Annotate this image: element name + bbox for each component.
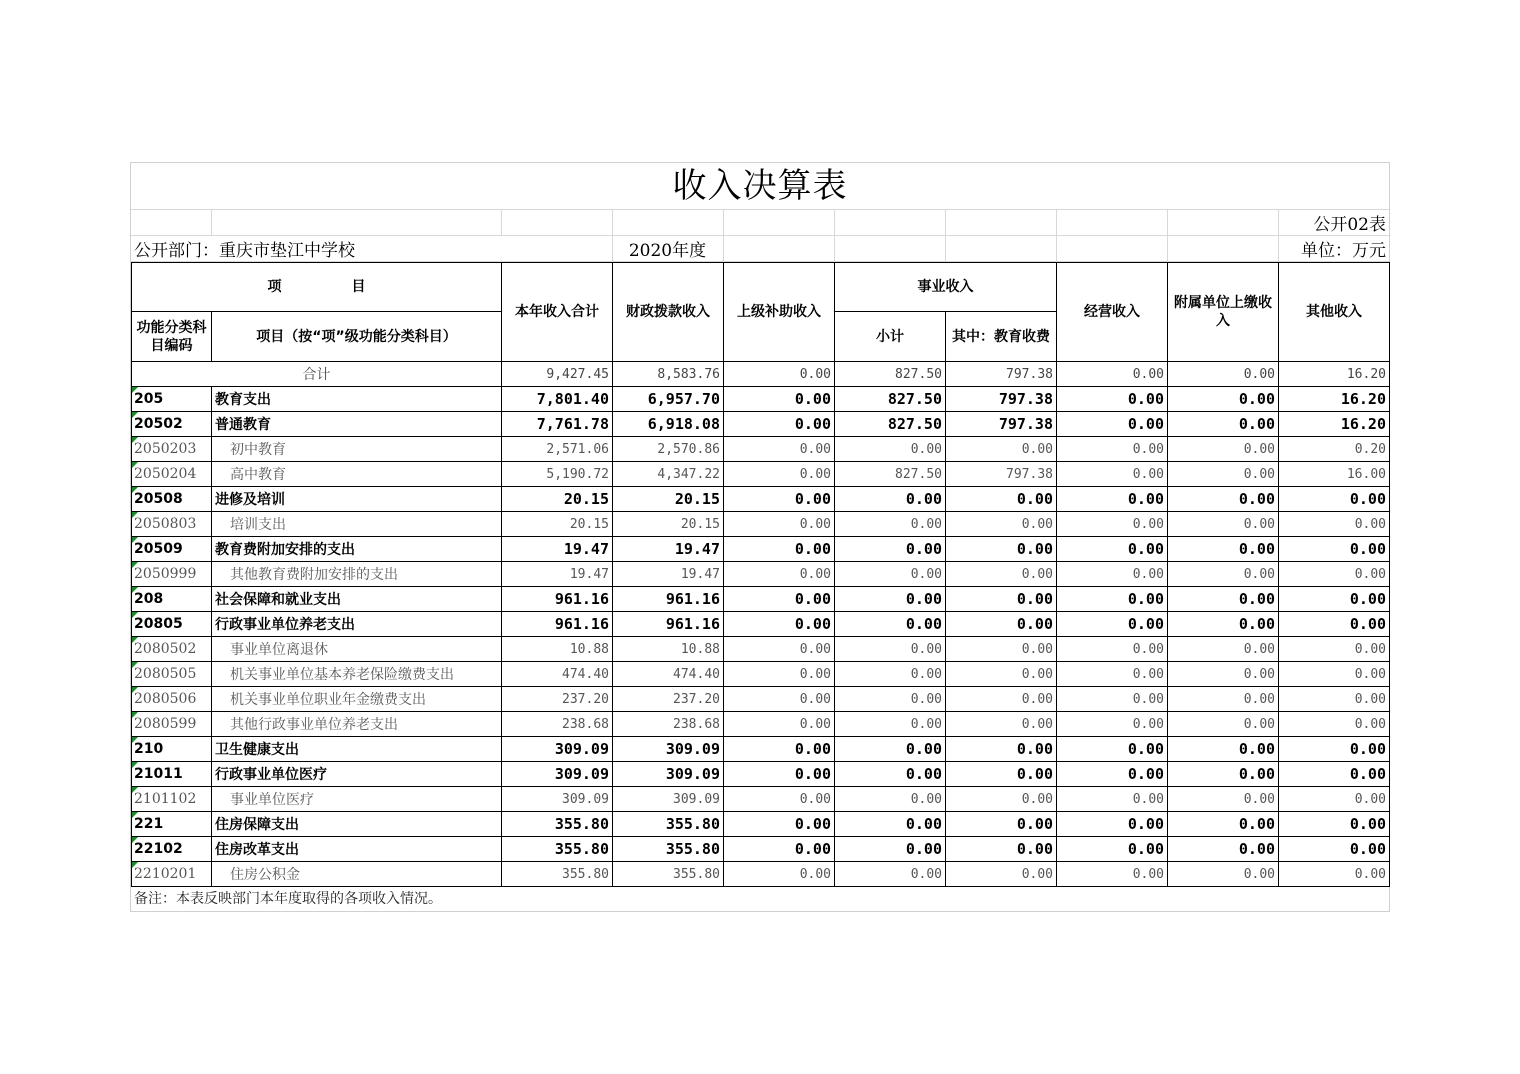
row-name: 教育支出 (212, 387, 502, 412)
total-cell: 9,427.45 (502, 362, 613, 387)
row-value: 0.00 (1168, 787, 1279, 812)
header-operating: 经营收入 (1057, 263, 1168, 362)
table-number: 公开02表 (1278, 210, 1389, 236)
row-code: 208 (132, 587, 212, 612)
header-code: 功能分类科目编码 (132, 312, 212, 362)
row-name: 住房保障支出 (212, 812, 502, 837)
row-value: 0.00 (724, 562, 835, 587)
table-row (132, 587, 1390, 612)
row-value: 0.00 (946, 737, 1057, 762)
row-value: 0.00 (1168, 462, 1279, 487)
row-name: 初中教育 (212, 437, 502, 462)
row-value: 797.38 (946, 412, 1057, 437)
row-value: 0.00 (724, 862, 835, 887)
row-value: 0.00 (946, 612, 1057, 637)
row-value: 309.09 (613, 762, 724, 787)
row-value: 0.00 (835, 862, 946, 887)
row-value: 0.00 (724, 812, 835, 837)
row-value: 0.00 (835, 537, 946, 562)
row-value: 355.80 (502, 862, 613, 887)
row-value: 0.00 (724, 787, 835, 812)
row-value: 0.00 (1279, 537, 1390, 562)
row-value: 0.00 (1279, 612, 1390, 637)
row-value: 0.00 (946, 662, 1057, 687)
row-value: 0.00 (1279, 662, 1390, 687)
page-title: 收入决算表 (131, 163, 1389, 210)
row-value: 0.00 (1168, 737, 1279, 762)
table-row (132, 487, 1390, 512)
total-cell: 0.00 (1057, 362, 1168, 387)
row-value: 0.00 (724, 612, 835, 637)
table-row (132, 562, 1390, 587)
row-value: 0.00 (946, 787, 1057, 812)
table-row (132, 462, 1390, 487)
row-name: 高中教育 (212, 462, 502, 487)
row-value: 20.15 (613, 512, 724, 537)
header-fiscal: 财政拨款收入 (613, 263, 724, 362)
table-row (132, 862, 1390, 887)
row-value: 355.80 (502, 837, 613, 862)
row-value: 20.15 (502, 512, 613, 537)
row-name: 机关事业单位基本养老保险缴费支出 (212, 662, 502, 687)
row-value: 0.00 (835, 787, 946, 812)
row-code: 210 (132, 737, 212, 762)
row-value: 0.00 (946, 587, 1057, 612)
row-value: 0.00 (1279, 862, 1390, 887)
row-value: 309.09 (502, 787, 613, 812)
row-value: 0.00 (946, 712, 1057, 737)
row-value: 16.00 (1279, 462, 1390, 487)
row-value: 0.00 (724, 412, 835, 437)
row-value: 0.00 (1057, 612, 1168, 637)
row-value: 0.00 (1057, 787, 1168, 812)
row-value: 0.00 (1168, 837, 1279, 862)
row-value: 0.00 (1057, 862, 1168, 887)
table-row (132, 412, 1390, 437)
row-value: 0.00 (1168, 387, 1279, 412)
row-value: 474.40 (613, 662, 724, 687)
row-value: 2,571.06 (502, 437, 613, 462)
row-name: 行政事业单位医疗 (212, 762, 502, 787)
row-value: 961.16 (502, 587, 613, 612)
header-other: 其他收入 (1279, 263, 1390, 362)
row-value: 0.00 (1168, 812, 1279, 837)
row-value: 0.00 (1057, 737, 1168, 762)
row-value: 16.20 (1279, 412, 1390, 437)
row-value: 0.00 (835, 812, 946, 837)
header-name: 项目（按“项”级功能分类科目） (212, 312, 502, 362)
table-row (132, 637, 1390, 662)
row-value: 0.00 (1168, 612, 1279, 637)
row-code: 20805 (132, 612, 212, 637)
row-code: 2080502 (132, 637, 212, 662)
row-value: 19.47 (613, 562, 724, 587)
row-value: 10.88 (613, 637, 724, 662)
row-value: 0.00 (1057, 462, 1168, 487)
total-cell: 797.38 (946, 362, 1057, 387)
row-value: 0.00 (724, 387, 835, 412)
row-value: 0.00 (946, 562, 1057, 587)
income-table (131, 262, 1390, 887)
header-superior: 上级补助收入 (724, 263, 835, 362)
row-value: 0.00 (724, 712, 835, 737)
row-value: 0.00 (1279, 737, 1390, 762)
row-name: 其他行政事业单位养老支出 (212, 712, 502, 737)
row-value: 355.80 (613, 812, 724, 837)
row-value: 797.38 (946, 387, 1057, 412)
table-row (132, 837, 1390, 862)
row-code: 2050203 (132, 437, 212, 462)
row-value: 0.00 (1168, 637, 1279, 662)
row-value: 0.00 (724, 837, 835, 862)
row-value: 0.00 (1057, 812, 1168, 837)
row-value: 827.50 (835, 462, 946, 487)
total-row (132, 362, 1390, 387)
row-value: 4,347.22 (613, 462, 724, 487)
row-value: 0.00 (1057, 537, 1168, 562)
row-value: 0.00 (1057, 562, 1168, 587)
row-value: 0.00 (1168, 662, 1279, 687)
row-value: 0.00 (1279, 787, 1390, 812)
row-value: 0.00 (835, 712, 946, 737)
row-value: 355.80 (502, 812, 613, 837)
row-name: 住房改革支出 (212, 837, 502, 862)
row-code: 2080505 (132, 662, 212, 687)
row-value: 10.88 (502, 637, 613, 662)
row-code: 2080599 (132, 712, 212, 737)
table-row (132, 537, 1390, 562)
row-code: 2050803 (132, 512, 212, 537)
row-value: 827.50 (835, 387, 946, 412)
row-name: 住房公积金 (212, 862, 502, 887)
row-code: 2050999 (132, 562, 212, 587)
row-value: 0.00 (724, 687, 835, 712)
row-value: 0.00 (835, 612, 946, 637)
row-code: 205 (132, 387, 212, 412)
row-value: 0.00 (1279, 762, 1390, 787)
row-value: 237.20 (502, 687, 613, 712)
row-value: 19.47 (502, 562, 613, 587)
row-value: 19.47 (613, 537, 724, 562)
table-row (132, 812, 1390, 837)
row-value: 0.00 (1279, 637, 1390, 662)
row-value: 0.00 (1279, 712, 1390, 737)
row-value: 0.00 (1057, 412, 1168, 437)
row-value: 0.00 (946, 687, 1057, 712)
table-row (132, 737, 1390, 762)
row-name: 行政事业单位养老支出 (212, 612, 502, 637)
row-value: 0.00 (724, 437, 835, 462)
row-value: 238.68 (502, 712, 613, 737)
row-code: 21011 (132, 762, 212, 787)
row-value: 0.00 (1057, 662, 1168, 687)
header-subtotal: 小计 (835, 312, 946, 362)
table-row (132, 662, 1390, 687)
row-value: 0.00 (724, 637, 835, 662)
row-value: 0.00 (835, 837, 946, 862)
row-value: 0.00 (1168, 862, 1279, 887)
row-value: 0.00 (1168, 487, 1279, 512)
row-value: 0.00 (1057, 587, 1168, 612)
row-value: 0.00 (1279, 837, 1390, 862)
row-name: 进修及培训 (212, 487, 502, 512)
header-total: 本年收入合计 (502, 263, 613, 362)
row-value: 0.00 (1168, 437, 1279, 462)
row-value: 0.00 (946, 862, 1057, 887)
row-value: 0.00 (1168, 687, 1279, 712)
row-value: 0.00 (1279, 687, 1390, 712)
total-cell: 827.50 (835, 362, 946, 387)
row-value: 20.15 (502, 487, 613, 512)
row-value: 0.00 (1279, 562, 1390, 587)
table-row (132, 387, 1390, 412)
row-value: 0.00 (835, 637, 946, 662)
row-value: 19.47 (502, 537, 613, 562)
row-value: 309.09 (613, 787, 724, 812)
table-row (132, 437, 1390, 462)
total-cell: 0.00 (1168, 362, 1279, 387)
row-value: 309.09 (502, 762, 613, 787)
row-value: 0.00 (1057, 762, 1168, 787)
row-value: 6,918.08 (613, 412, 724, 437)
row-value: 309.09 (502, 737, 613, 762)
row-value: 0.00 (835, 737, 946, 762)
row-value: 0.00 (724, 737, 835, 762)
row-value: 6,957.70 (613, 387, 724, 412)
row-value: 797.38 (946, 462, 1057, 487)
row-value: 0.00 (1057, 837, 1168, 862)
row-value: 0.00 (1057, 637, 1168, 662)
header-edu-fee: 其中：教育收费 (946, 312, 1057, 362)
row-value: 0.00 (1279, 812, 1390, 837)
row-value: 0.20 (1279, 437, 1390, 462)
row-value: 5,190.72 (502, 462, 613, 487)
unit-label: 单位：万元 (1278, 236, 1389, 262)
row-value: 237.20 (613, 687, 724, 712)
row-value: 0.00 (1057, 687, 1168, 712)
header-business-group: 事业收入 (835, 263, 1057, 312)
row-code: 2050204 (132, 462, 212, 487)
footnote: 备注：本表反映部门本年度取得的各项收入情况。 (134, 891, 442, 907)
row-name: 培训支出 (212, 512, 502, 537)
row-value: 0.00 (1279, 587, 1390, 612)
header-project-group: 项 目 (132, 263, 502, 312)
total-cell: 8,583.76 (613, 362, 724, 387)
row-name: 社会保障和就业支出 (212, 587, 502, 612)
row-value: 0.00 (724, 762, 835, 787)
row-value: 0.00 (946, 512, 1057, 537)
header-affiliated: 附属单位上缴收入 (1168, 263, 1279, 362)
total-cell: 16.20 (1279, 362, 1390, 387)
row-value: 0.00 (724, 662, 835, 687)
row-value: 0.00 (835, 587, 946, 612)
row-value: 0.00 (946, 762, 1057, 787)
row-value: 0.00 (1057, 487, 1168, 512)
row-value: 0.00 (1168, 762, 1279, 787)
meta-header (131, 210, 1389, 262)
row-code: 20509 (132, 537, 212, 562)
row-value: 0.00 (1168, 537, 1279, 562)
row-value: 0.00 (946, 637, 1057, 662)
row-value: 961.16 (502, 612, 613, 637)
table-row (132, 787, 1390, 812)
total-cell: 0.00 (724, 362, 835, 387)
row-value: 0.00 (724, 537, 835, 562)
row-code: 221 (132, 812, 212, 837)
department-label: 公开部门：重庆市垫江中学校 (131, 236, 612, 262)
row-value: 0.00 (724, 512, 835, 537)
row-value: 355.80 (613, 837, 724, 862)
row-value: 7,801.40 (502, 387, 613, 412)
row-value: 309.09 (613, 737, 724, 762)
row-name: 教育费附加安排的支出 (212, 537, 502, 562)
row-value: 0.00 (1057, 437, 1168, 462)
row-value: 0.00 (724, 487, 835, 512)
row-value: 238.68 (613, 712, 724, 737)
row-name: 事业单位医疗 (212, 787, 502, 812)
row-value: 0.00 (835, 437, 946, 462)
row-value: 0.00 (1168, 587, 1279, 612)
row-value: 0.00 (1168, 512, 1279, 537)
row-value: 0.00 (724, 462, 835, 487)
row-value: 0.00 (835, 687, 946, 712)
row-value: 0.00 (724, 587, 835, 612)
row-name: 其他教育费附加安排的支出 (212, 562, 502, 587)
row-value: 0.00 (946, 812, 1057, 837)
row-value: 0.00 (1168, 562, 1279, 587)
row-value: 474.40 (502, 662, 613, 687)
row-value: 0.00 (835, 762, 946, 787)
row-value: 0.00 (1168, 412, 1279, 437)
row-value: 0.00 (835, 487, 946, 512)
row-value: 355.80 (613, 862, 724, 887)
row-value: 0.00 (835, 662, 946, 687)
row-value: 0.00 (946, 837, 1057, 862)
row-value: 7,761.78 (502, 412, 613, 437)
row-code: 2080506 (132, 687, 212, 712)
table-row (132, 512, 1390, 537)
row-value: 20.15 (613, 487, 724, 512)
row-code: 20502 (132, 412, 212, 437)
row-value: 827.50 (835, 412, 946, 437)
row-code: 20508 (132, 487, 212, 512)
total-label: 合计 (132, 362, 502, 387)
row-value: 0.00 (1057, 512, 1168, 537)
row-code: 2101102 (132, 787, 212, 812)
row-name: 普通教育 (212, 412, 502, 437)
table-row (132, 712, 1390, 737)
income-final-accounts-sheet (130, 162, 1390, 912)
row-value: 961.16 (613, 612, 724, 637)
row-value: 0.00 (1057, 387, 1168, 412)
row-name: 机关事业单位职业年金缴费支出 (212, 687, 502, 712)
row-value: 0.00 (835, 562, 946, 587)
row-value: 0.00 (1279, 487, 1390, 512)
row-code: 22102 (132, 837, 212, 862)
row-value: 0.00 (1057, 712, 1168, 737)
row-value: 0.00 (1279, 512, 1390, 537)
row-value: 961.16 (613, 587, 724, 612)
row-value: 0.00 (835, 512, 946, 537)
row-name: 事业单位离退休 (212, 637, 502, 662)
row-value: 0.00 (946, 487, 1057, 512)
row-value: 0.00 (946, 537, 1057, 562)
table-row (132, 612, 1390, 637)
row-name: 卫生健康支出 (212, 737, 502, 762)
row-value: 0.00 (1168, 712, 1279, 737)
table-row (132, 687, 1390, 712)
row-value: 2,570.86 (613, 437, 724, 462)
table-row (132, 762, 1390, 787)
row-value: 0.00 (946, 437, 1057, 462)
row-code: 2210201 (132, 862, 212, 887)
year-label: 2020年度 (612, 236, 723, 262)
row-value: 16.20 (1279, 387, 1390, 412)
